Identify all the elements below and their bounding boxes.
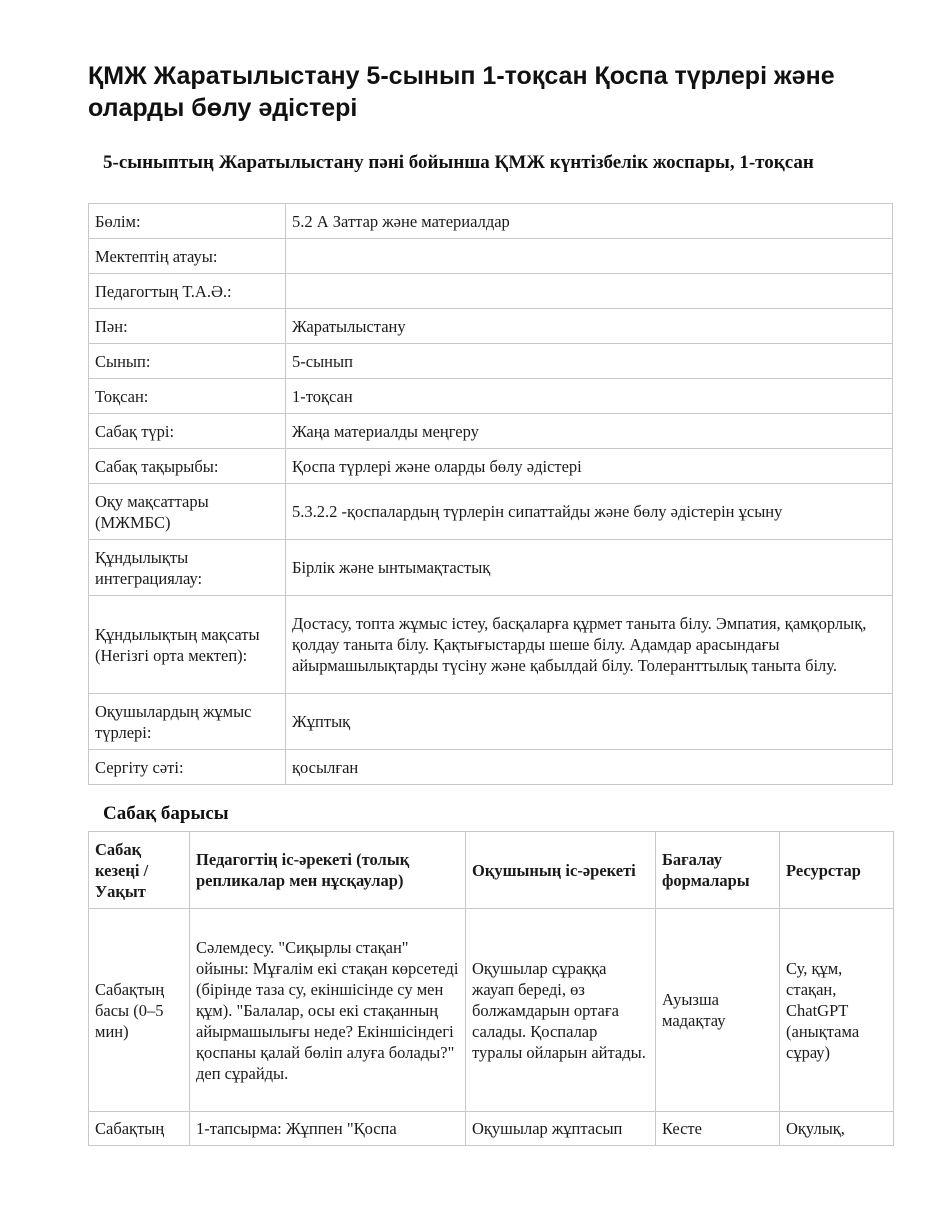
lesson-flow-table [88, 831, 894, 1146]
info-value: 1-тоқсан [286, 379, 893, 414]
resources-cell: Су, құм, стақан, ChatGPT (анықтама сұрау) [780, 909, 894, 1112]
lesson-info-table [88, 203, 893, 785]
info-label: Пән: [89, 309, 286, 344]
info-value: 5.2 А Заттар және материалдар [286, 204, 893, 239]
info-value: 5.3.2.2 -қоспалардың түрлерін сипаттайды және бөлу әдістерін ұсыну [286, 484, 893, 540]
info-value: 5-сынып [286, 344, 893, 379]
resources-cell: Оқулық, [780, 1112, 894, 1146]
info-value: Бірлік және ынтымақтастық [286, 540, 893, 596]
info-value: Қоспа түрлері және оларды бөлу әдістері [286, 449, 893, 484]
info-label: Сынып: [89, 344, 286, 379]
info-label: Сабақ тақырыбы: [89, 449, 286, 484]
student-activity-cell: Оқушылар жұптасып [466, 1112, 656, 1146]
table-row [89, 274, 893, 309]
info-value: Жұптық [286, 694, 893, 750]
info-label: Мектептің атауы: [89, 239, 286, 274]
teacher-activity-cell: Сәлемдесу. "Сиқырлы стақан" ойыны: Мұғалім екі стақан көрсетеді (бірінде таза су, екіншісінде су мен құм). "Балалар, осы екі стақанның айырмашылығы неде? Екіншісіндегі қоспаны қалай бөліп алуға болады?" деп сұрайды. [190, 909, 466, 1112]
info-label: Құндылықты интеграциялау: [89, 540, 286, 596]
column-header-assessment: Бағалау формалары [656, 832, 780, 909]
table-row [89, 484, 893, 540]
info-label: Оқушылардың жұмыс түрлері: [89, 694, 286, 750]
info-value: қосылған [286, 750, 893, 785]
table-row [89, 379, 893, 414]
document-title: ҚМЖ Жаратылыстану 5-сынып 1-тоқсан Қоспа түрлері және оларды бөлу әдістері [88, 62, 835, 122]
info-value: Достасу, топта жұмыс істеу, басқаларға құрмет таныта білу. Эмпатия, қамқорлық, қолдау таныта білу. Қақтығыстарды шеше білу. Адамдар арасындағы айырмашылықтарды түсіну және қабылдай білу. Толеранттылық таныта білу. [286, 596, 893, 694]
student-activity-cell: Оқушылар сұраққа жауап береді, өз болжамдарын ортаға салады. Қоспалар туралы ойларын айтады. [466, 909, 656, 1112]
table-row [89, 344, 893, 379]
table-row [89, 596, 893, 694]
teacher-activity-cell: 1-тапсырма: Жұппен "Қоспа [190, 1112, 466, 1146]
info-label: Бөлім: [89, 204, 286, 239]
info-label: Педагогтың Т.А.Ә.: [89, 274, 286, 309]
stage-cell: Сабақтың басы (0–5 мин) [89, 909, 190, 1112]
column-header-teacher-activity: Педагогтің іс-әрекеті (толық репликалар мен нұсқаулар) [190, 832, 466, 909]
info-value [286, 274, 893, 309]
table-row [89, 204, 893, 239]
info-label: Сергіту сәті: [89, 750, 286, 785]
info-label: Оқу мақсаттары (МЖМБС) [89, 484, 286, 540]
table-row [89, 1112, 894, 1146]
table-row [89, 750, 893, 785]
info-value [286, 239, 893, 274]
info-label: Құндылықтың мақсаты (Негізгі орта мектеп): [89, 596, 286, 694]
info-label: Сабақ түрі: [89, 414, 286, 449]
lesson-flow-heading: Сабақ барысы [103, 803, 229, 824]
column-header-stage: Сабақ кезеңі / Уақыт [89, 832, 190, 909]
table-row [89, 909, 894, 1112]
table-row [89, 694, 893, 750]
info-label: Тоқсан: [89, 379, 286, 414]
plan-heading: 5-сыныптың Жаратылыстану пәні бойынша ҚМЖ күнтізбелік жоспары, 1-тоқсан [103, 152, 814, 173]
table-row [89, 449, 893, 484]
assessment-cell: Ауызша мадақтау [656, 909, 780, 1112]
table-row [89, 239, 893, 274]
column-header-resources: Ресурстар [780, 832, 894, 909]
column-header-student-activity: Оқушының іс-әрекеті [466, 832, 656, 909]
table-row [89, 540, 893, 596]
table-row [89, 309, 893, 344]
table-row [89, 414, 893, 449]
stage-cell: Сабақтың [89, 1112, 190, 1146]
table-header-row [89, 832, 894, 909]
assessment-cell: Кесте [656, 1112, 780, 1146]
info-value: Жаңа материалды меңгеру [286, 414, 893, 449]
info-value: Жаратылыстану [286, 309, 893, 344]
